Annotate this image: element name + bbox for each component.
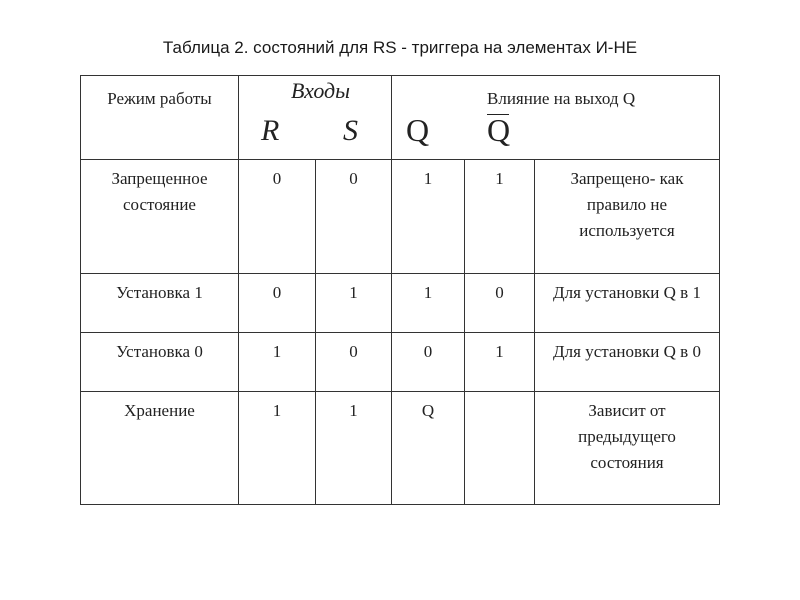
cell-r: 0 [239, 160, 316, 274]
table-row [81, 392, 720, 505]
cell-q-bar: 0 [465, 274, 535, 333]
header-row [81, 76, 720, 160]
state-table-container [80, 75, 719, 504]
header-qbar-label: Q [487, 112, 511, 148]
cell-note: Зависит от предыдущего состояния [535, 392, 720, 505]
table-row [81, 160, 720, 274]
header-s-label: S [343, 114, 358, 147]
cell-mode: Хранение [81, 392, 239, 505]
table-row [81, 333, 720, 392]
header-inputs [239, 76, 392, 160]
cell-q-bar [465, 392, 535, 505]
table-row [81, 274, 720, 333]
cell-q-bar: 1 [465, 160, 535, 274]
cell-q: 1 [392, 274, 465, 333]
cell-r: 1 [239, 333, 316, 392]
cell-mode: Установка 1 [81, 274, 239, 333]
page-title: Таблица 2. состояний для RS - триггера на элементах И-НЕ [162, 38, 638, 57]
header-mode-label: Режим работы [107, 89, 212, 108]
cell-q: 0 [392, 333, 465, 392]
cell-q-bar: 1 [465, 333, 535, 392]
cell-note: Запрещено- как правило не используется [535, 160, 720, 274]
header-q-label: Q [406, 112, 430, 148]
cell-s: 1 [316, 392, 392, 505]
cell-note: Для установки Q в 0 [535, 333, 720, 392]
header-effect-label: Влияние на выход Q [487, 89, 636, 108]
header-mode [81, 76, 239, 160]
cell-mode: Установка 0 [81, 333, 239, 392]
header-effect [392, 76, 720, 160]
cell-mode: Запрещенное состояние [81, 160, 239, 274]
cell-s: 1 [316, 274, 392, 333]
cell-note: Для установки Q в 1 [535, 274, 720, 333]
cell-r: 0 [239, 274, 316, 333]
cell-s: 0 [316, 333, 392, 392]
cell-q: Q [392, 392, 465, 505]
header-inputs-label: Входы [291, 78, 351, 103]
cell-s: 0 [316, 160, 392, 274]
state-table [80, 75, 720, 505]
cell-r: 1 [239, 392, 316, 505]
header-r-label: R [261, 114, 280, 147]
cell-q: 1 [392, 160, 465, 274]
